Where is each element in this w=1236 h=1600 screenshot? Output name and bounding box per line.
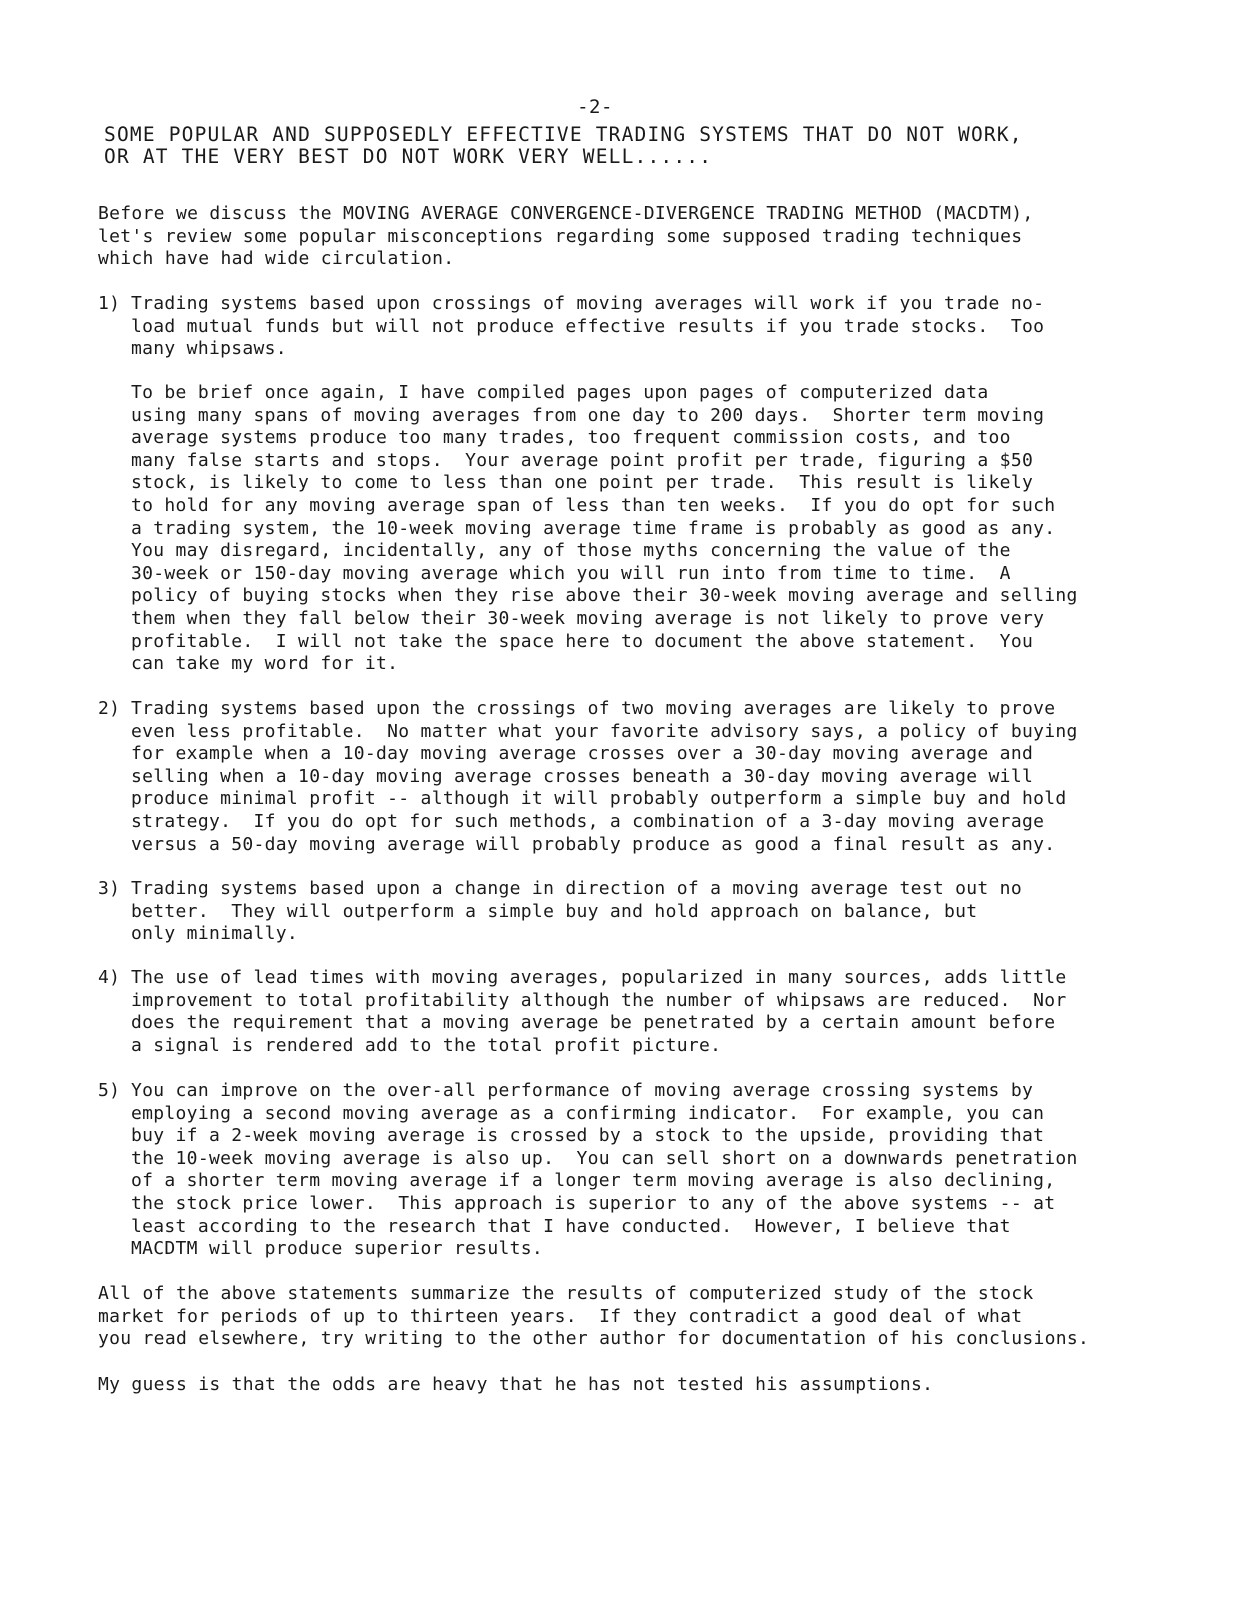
list-item xyxy=(98,878,1022,968)
list-item xyxy=(98,1080,1078,1260)
list-item-number: 3) xyxy=(98,878,121,899)
section-heading: SOME POPULAR AND SUPPOSEDLY EFFECTIVE TRADING SYSTEMS THAT DO NOT WORK, OR AT THE VERY BEST DO NOT WORK VERY WELL...... xyxy=(104,123,1023,168)
intro-paragraph: Before we discuss the MOVING AVERAGE CONVERGENCE-DIVERGENCE TRADING METHOD (MACDTM), let's review some popular misconceptions regarding some supposed trading techniques which have had wide circulation. xyxy=(98,203,1034,270)
list-item xyxy=(98,293,1045,383)
list-item-number: 5) xyxy=(98,1080,121,1101)
list-item-number: 4) xyxy=(98,967,121,988)
list-item xyxy=(98,967,1067,1057)
list-item xyxy=(98,698,1078,855)
closing-paragraph: My guess is that the odds are heavy that he has not tested his assumptions. xyxy=(98,1374,934,1395)
list-item-text: The use of lead times with moving averages, popularized in many sources, adds little improvement to total profitability although the number of whipsaws are reduced. Nor does the requirement that a moving average be penetrated by a certain amount before a signal is rendered add to the total profit picture. xyxy=(131,967,1067,1056)
summary-paragraph: All of the above statements summarize the results of computerized study of the stock market for periods of up to thirteen years. If they contradict a good deal of what you read elsewhere, try writing to the other author for documentation of his conclusions. xyxy=(98,1283,1090,1350)
list-item-continuation: To be brief once again, I have compiled pages upon pages of computerized data using many spans of moving averages from one day to 200 days. Shorter term moving average systems produce too many trades, too frequent commission costs, and too many false starts and stops. Your average point profit per trade, figuring a $50 stock, is likely to come to less than one point per trade. This result is likely to hold for any moving average span of less than ten weeks. If you do opt for such a trading system, the 10-week moving average time frame is probably as good as any. You may disregard, incidentally, any of those myths concerning the value of the 30-week or 150-day moving average which you will run into from time to time. A policy of buying stocks when they rise above their 30-week moving average and selling them when they fall below their 30-week moving average is not likely to prove very profitable. I will not take the space here to document the above statement. You can take my word for it. xyxy=(131,382,1078,675)
list-item-text: Trading systems based upon a change in direction of a moving average test out no better. They will outperform a simple buy and hold approach on balance, but only minimally. xyxy=(131,878,1022,945)
list-item-text: Trading systems based upon crossings of moving averages will work if you trade no- load mutual funds but will not produce effective results if you trade stocks. Too many whipsaws. xyxy=(131,293,1045,360)
list-item-text: You can improve on the over-all performance of moving average crossing systems by employing a second moving average as a confirming indicator. For example, you can buy if a 2-week moving average is crossed by a stock to the upside, providing that the 10-week moving average is also up. You can sell short on a downwards penetration of a shorter term moving average if a longer term moving average is also declining, the stock price lower. This approach is superior to any of the above systems -- at least according to the research that I have conducted. However, I believe that MACDTM will produce superior results. xyxy=(131,1080,1078,1260)
list-item-number: 2) xyxy=(98,698,121,719)
page-number: -2- xyxy=(577,96,613,118)
list-item-text: Trading systems based upon the crossings of two moving averages are likely to prove even less profitable. No matter what your favorite advisory says, a policy of buying for example when a 10-day moving average crosses over a 30-day moving average and selling when a 10-day moving average crosses beneath a 30-day moving average will produce minimal profit -- although it will probably outperform a simple buy and hold strategy. If you do opt for such methods, a combination of a 3-day moving average versus a 50-day moving average will probably produce as good a final result as any. xyxy=(131,698,1078,855)
list-item-number: 1) xyxy=(98,293,121,314)
